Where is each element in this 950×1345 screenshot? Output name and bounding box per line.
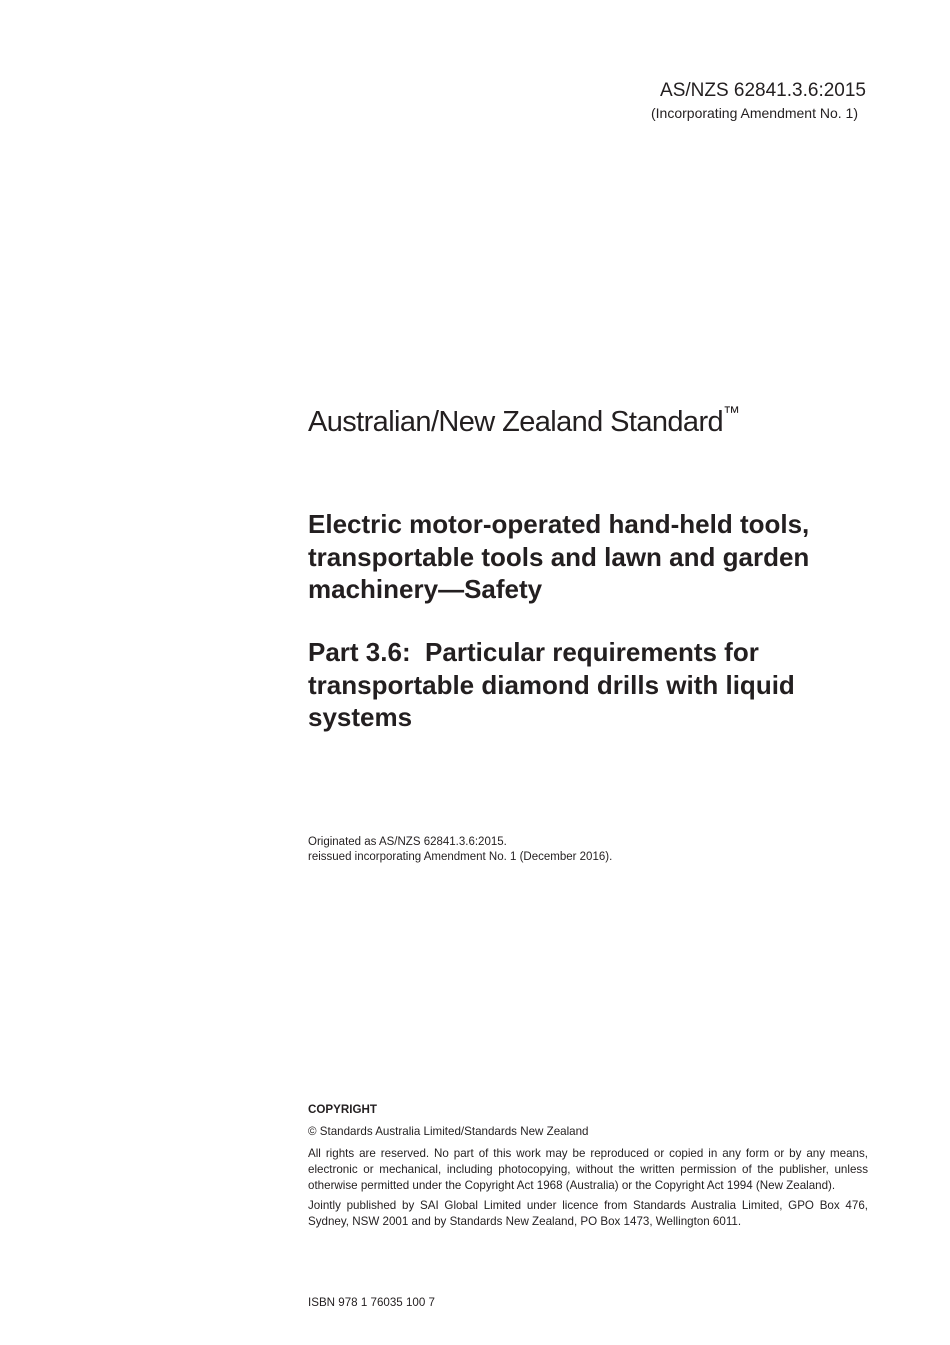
copyright-heading: COPYRIGHT xyxy=(308,1103,377,1116)
part-title-line: systems xyxy=(308,702,413,732)
standard-number: AS/NZS 62841.3.6:2015 xyxy=(660,80,866,101)
trademark-symbol: ™ xyxy=(723,403,740,422)
copyright-owner: © Standards Australia Limited/Standards New Zealand xyxy=(308,1125,589,1138)
origin-note xyxy=(308,835,878,864)
document-title-line: machinery—Safety xyxy=(308,574,543,604)
origin-line: Originated as AS/NZS 62841.3.6:2015. xyxy=(308,836,507,848)
amendment-note: (Incorporating Amendment No. 1) xyxy=(651,105,858,121)
series-title-text: Australian/New Zealand Standard xyxy=(308,406,724,438)
part-title-line: transportable diamond drills with liquid xyxy=(308,669,795,700)
document-title-line: Electric motor-operated hand-held tools, xyxy=(308,509,810,539)
isbn: ISBN 978 1 76035 100 7 xyxy=(308,1296,435,1309)
document-title xyxy=(308,508,878,606)
part-title xyxy=(308,636,878,734)
part-title-line: Part 3.6: Particular requirements for xyxy=(308,637,759,667)
copyright-publisher-text: Jointly published by SAI Global Limited under licence from Standards Australia Limited, GPO Box 476, Sydney, NSW 2001 and by Standards New Zealand, PO Box 1473, Wellington 6011. xyxy=(308,1199,868,1228)
document-title-line: transportable tools and lawn and garden xyxy=(308,541,810,572)
copyright-rights-text: All rights are reserved. No part of this work may be reproduced or copied in any form or by any means, electronic or mechanical, including photocopying, without the written permission of the publisher, unless otherwise permitted under the Copyright Act 1968 (Australia) or the Copyright Act 1994 (New Zealand). xyxy=(308,1147,868,1192)
origin-line: reissued incorporating Amendment No. 1 (December 2016). xyxy=(308,850,613,863)
series-title xyxy=(308,404,878,440)
copyright-section xyxy=(308,1102,868,1234)
